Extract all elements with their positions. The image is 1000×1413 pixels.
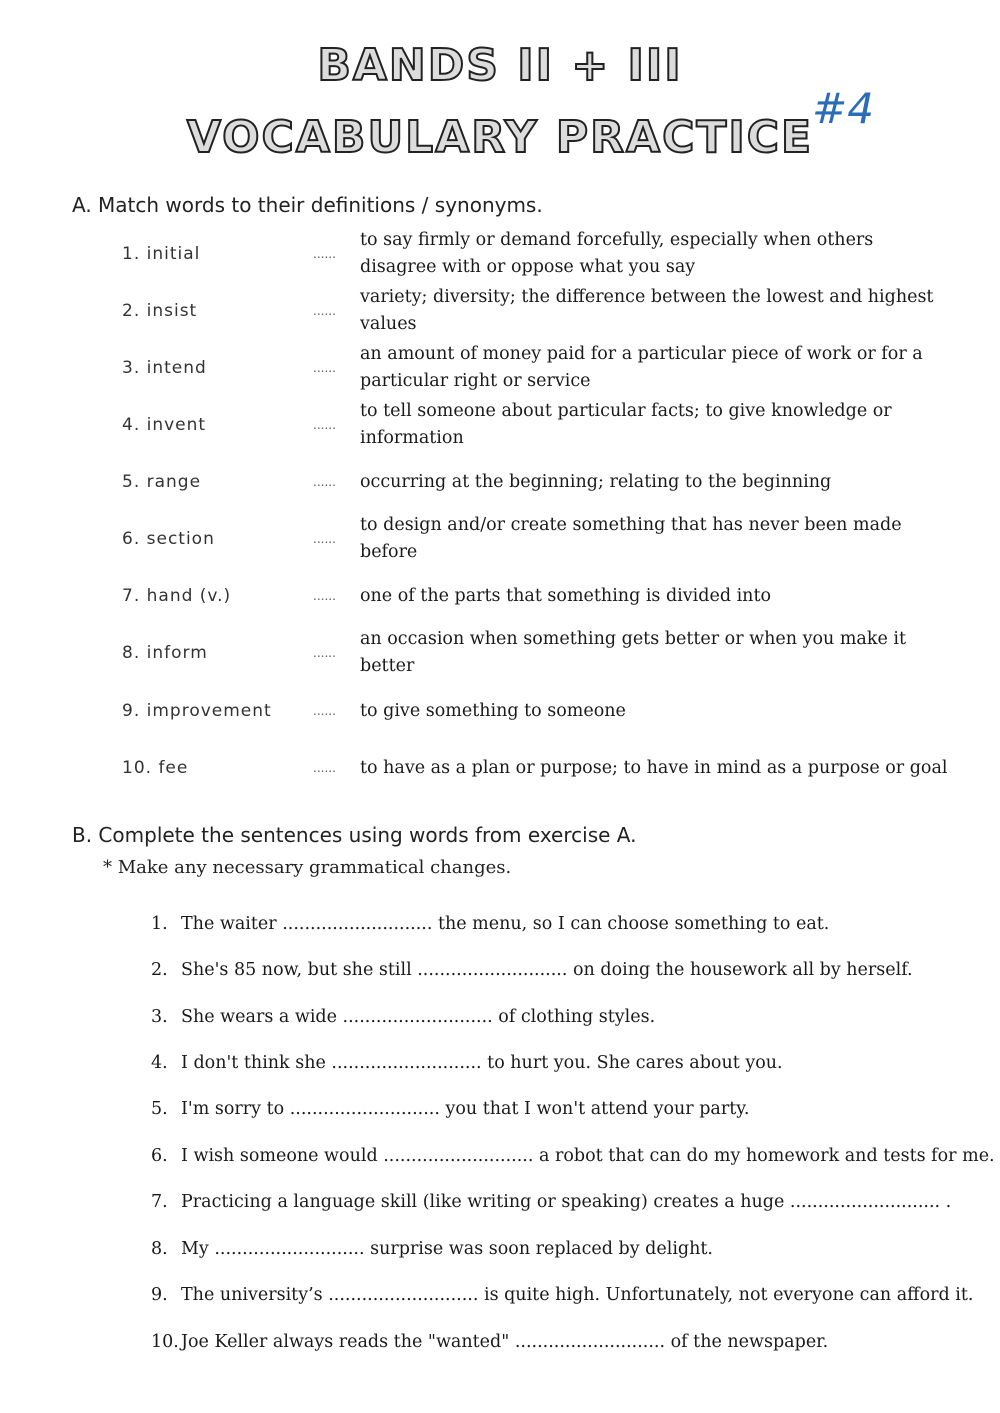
worksheet-number-tag: #4	[812, 84, 874, 133]
answer-blank[interactable]: ......	[313, 247, 336, 261]
sentence-number: 8.	[151, 1239, 168, 1259]
sentence-number: 1.	[151, 914, 168, 934]
sentence-item[interactable]	[151, 1332, 971, 1352]
sentence-number: 9.	[151, 1285, 168, 1305]
answer-blank[interactable]: ......	[313, 418, 336, 432]
sentence-number: 4.	[151, 1053, 168, 1073]
sentence-number: 2.	[151, 960, 168, 980]
answer-blank[interactable]: ......	[313, 475, 336, 489]
match-word: 2. insist	[122, 301, 198, 321]
sentence-text: She wears a wide ........................... of clothing styles.	[181, 1007, 656, 1027]
match-definition: to design and/or create something that has never been made before	[360, 515, 902, 562]
match-row	[0, 686, 1000, 736]
worksheet-title-line1: BANDS II + III	[317, 40, 683, 91]
match-row	[0, 286, 1000, 336]
sentence-item[interactable]	[151, 1285, 974, 1305]
answer-blank[interactable]: ......	[313, 304, 336, 318]
sentence-item[interactable]	[151, 1053, 971, 1073]
match-word: 4. invent	[122, 415, 207, 435]
match-word: 9. improvement	[122, 701, 272, 721]
answer-blank[interactable]: ......	[313, 761, 336, 775]
sentence-text: She's 85 now, but she still ........................... on doing the housework all by herself.	[181, 960, 913, 980]
sentence-item[interactable]	[151, 914, 971, 934]
match-word: 6. section	[122, 529, 215, 549]
sentence-item[interactable]	[151, 1239, 971, 1259]
sentence-text: Practicing a language skill (like writing or speaking) creates a huge ........................... .	[181, 1192, 952, 1212]
match-row	[0, 514, 1000, 564]
section-a-heading: A. Match words to their definitions / synonyms.	[72, 193, 543, 217]
match-definition: to have as a plan or purpose; to have in mind as a purpose or goal	[360, 757, 948, 778]
answer-blank[interactable]: ......	[313, 646, 336, 660]
match-word: 1. initial	[122, 244, 201, 264]
match-row	[0, 229, 1000, 279]
match-row	[0, 628, 1000, 678]
match-row	[0, 571, 1000, 621]
match-definition: to say firmly or demand forcefully, especially when others disagree with or oppose what you say	[360, 230, 874, 277]
sentence-number: 10.	[151, 1332, 179, 1352]
match-word: 8. inform	[122, 643, 208, 663]
match-definition: one of the parts that something is divided into	[360, 585, 772, 606]
match-row	[0, 743, 1000, 793]
match-definition: occurring at the beginning; relating to the beginning	[360, 471, 832, 492]
match-row	[0, 457, 1000, 507]
answer-blank[interactable]: ......	[313, 361, 336, 375]
answer-blank[interactable]: ......	[313, 704, 336, 718]
match-row	[0, 400, 1000, 450]
match-definition: variety; diversity; the difference between the lowest and highest values	[360, 287, 934, 334]
sentence-item[interactable]	[151, 960, 971, 980]
match-word: 5. range	[122, 472, 202, 492]
match-definition: to tell someone about particular facts; to give knowledge or information	[360, 401, 892, 448]
match-row	[0, 343, 1000, 393]
sentence-text: My ........................... surprise was soon replaced by delight.	[181, 1239, 713, 1259]
sentence-text: I'm sorry to ........................... you that I won't attend your party.	[181, 1099, 750, 1119]
sentence-number: 6.	[151, 1146, 168, 1166]
match-definition: to give something to someone	[360, 700, 626, 721]
sentence-text: Joe Keller always reads the "wanted" ........................... of the newspaper.	[181, 1332, 829, 1352]
answer-blank[interactable]: ......	[313, 589, 336, 603]
match-definition: an amount of money paid for a particular piece of work or for a particular right or service	[360, 344, 923, 391]
sentence-number: 7.	[151, 1192, 168, 1212]
sentence-item[interactable]	[151, 1146, 995, 1166]
sentence-item[interactable]	[151, 1192, 971, 1212]
sentence-text: I wish someone would ........................... a robot that can do my homework and tests for me.	[181, 1146, 995, 1166]
match-word: 3. intend	[122, 358, 207, 378]
match-definition: an occasion when something gets better or when you make it better	[360, 629, 907, 676]
sentence-text: The university’s ........................... is quite high. Unfortunately, not everyone can afford it.	[181, 1285, 974, 1305]
sentence-text: The waiter ........................... the menu, so I can choose something to eat.	[181, 914, 830, 934]
answer-blank[interactable]: ......	[313, 532, 336, 546]
match-word: 10. fee	[122, 758, 189, 778]
sentence-number: 5.	[151, 1099, 168, 1119]
match-word: 7. hand (v.)	[122, 586, 232, 606]
section-b-heading: B. Complete the sentences using words from exercise A.	[72, 823, 637, 847]
section-b-note: * Make any necessary grammatical changes.	[103, 857, 512, 878]
worksheet-title-line2: VOCABULARY PRACTICE	[186, 112, 814, 163]
sentence-number: 3.	[151, 1007, 168, 1027]
sentence-text: I don't think she ........................... to hurt you. She cares about you.	[181, 1053, 783, 1073]
sentence-item[interactable]	[151, 1007, 971, 1027]
sentence-item[interactable]	[151, 1099, 971, 1119]
